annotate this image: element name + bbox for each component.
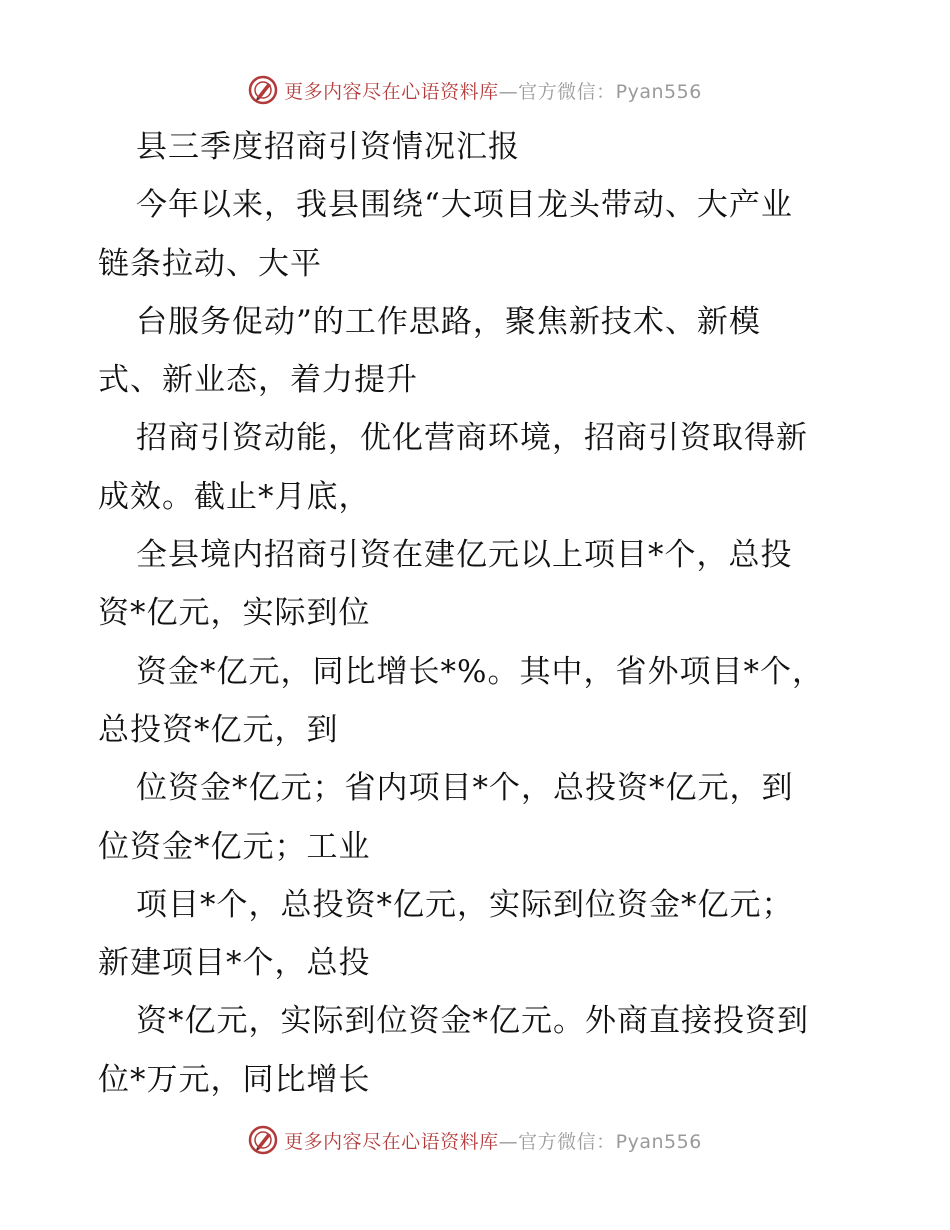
paragraph-line: 式、新业态，着力提升 bbox=[98, 362, 418, 399]
watermark-text: 更多内容尽在心语资料库—官方微信：Pyan556 bbox=[284, 80, 702, 103]
document-body bbox=[98, 118, 858, 1109]
paragraph-line: 位资金*亿元；工业 bbox=[98, 828, 371, 865]
watermark-header bbox=[0, 70, 950, 110]
pen-logo-icon bbox=[248, 1125, 278, 1155]
paragraph-line: 项目*个，总投资*亿元，实际到位资金*亿元； bbox=[136, 886, 794, 923]
paragraph-line: 资金*亿元，同比增长*%。其中，省外项目*个， bbox=[136, 653, 824, 690]
pen-logo-icon bbox=[248, 75, 278, 105]
paragraph-line: 全县境内招商引资在建亿元以上项目*个，总投 bbox=[136, 537, 793, 574]
paragraph-line: 台服务促动”的工作思路，聚焦新技术、新模 bbox=[136, 303, 761, 340]
watermark-text: 更多内容尽在心语资料库—官方微信：Pyan556 bbox=[284, 1130, 702, 1153]
paragraph-line: 位资金*亿元；省内项目*个，总投资*亿元，到 bbox=[136, 770, 794, 807]
paragraph-line: 今年以来，我县围绕“大项目龙头带动、大产业 bbox=[136, 187, 793, 224]
paragraph-line: 总投资*亿元，到 bbox=[98, 711, 339, 748]
paragraph-line: 新建项目*个，总投 bbox=[98, 945, 371, 982]
paragraph-line: 资*亿元，实际到位 bbox=[98, 595, 371, 632]
paragraph-line: 成效。截止*月底， bbox=[98, 478, 371, 515]
paragraph-line: 位*万元，同比增长 bbox=[98, 1061, 371, 1098]
watermark-footer bbox=[0, 1120, 950, 1160]
document-title: 县三季度招商引资情况汇报 bbox=[136, 129, 520, 165]
paragraph-line: 链条拉动、大平 bbox=[98, 245, 322, 282]
paragraph-line: 招商引资动能，优化营商环境，招商引资取得新 bbox=[136, 420, 808, 457]
paragraph-line: 资*亿元，实际到位资金*亿元。外商直接投资到 bbox=[136, 1003, 809, 1040]
